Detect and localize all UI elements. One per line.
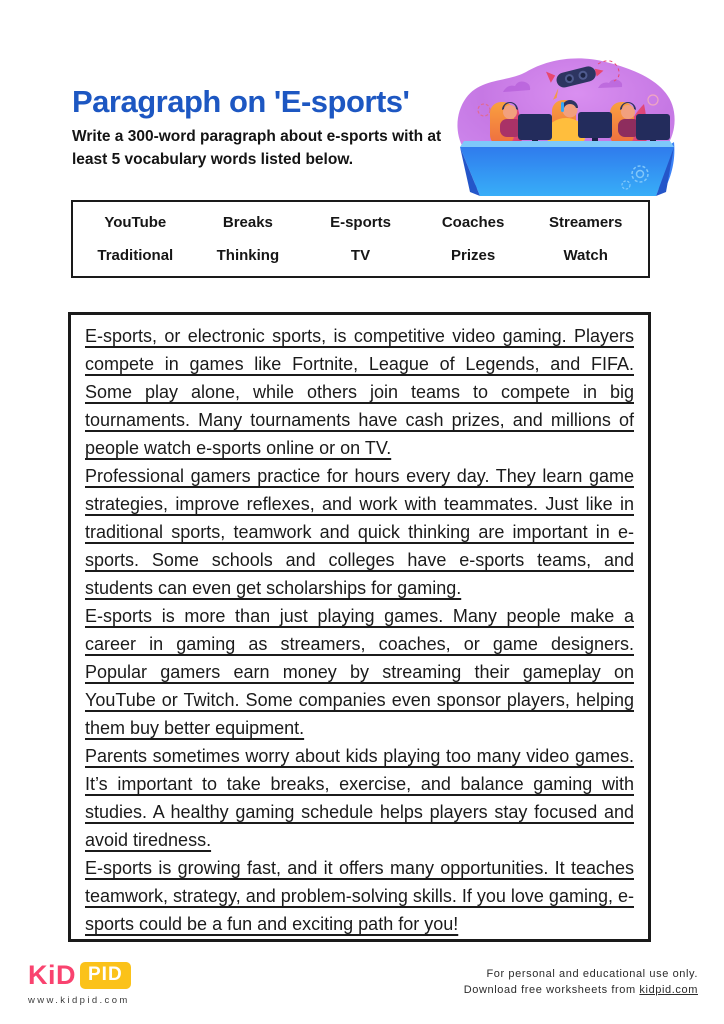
essay-paragraph: Professional gamers practice for hours every day. They learn game strategies, improve reflexes, and work with teammates. Just like in traditional sports, teamwork and quick thinking are important in e-sports. Some schools and colleges have e-sports teams, and students can even get scholarships for gaming. bbox=[85, 466, 634, 598]
vocab-word: Traditional bbox=[97, 247, 174, 264]
vocab-word: Streamers bbox=[548, 214, 623, 231]
footer-note-line2 bbox=[464, 982, 698, 998]
page-title: Paragraph on 'E-sports' bbox=[72, 84, 410, 119]
vocab-word: Watch bbox=[563, 247, 608, 264]
logo-pid-badge: PID bbox=[80, 962, 131, 989]
esports-illustration-svg bbox=[448, 50, 686, 200]
essay-box bbox=[68, 312, 651, 942]
footer-note bbox=[464, 966, 698, 998]
vocab-word: E-sports bbox=[330, 214, 391, 231]
vocab-word: Prizes bbox=[450, 247, 496, 264]
vocab-word: Coaches bbox=[441, 214, 505, 231]
gamers-at-computers-illustration bbox=[448, 50, 686, 200]
footer-note-line1: For personal and educational use only. bbox=[486, 968, 698, 980]
vocab-word: Thinking bbox=[216, 247, 280, 264]
desk-top bbox=[460, 141, 674, 147]
vocabulary-box bbox=[71, 200, 650, 278]
logo-kid-text: KiD bbox=[28, 960, 76, 990]
vocab-word: YouTube bbox=[104, 214, 167, 231]
essay-paragraph: E-sports is growing fast, and it offers many opportunities. It teaches teamwork, strategy, and problem-solving skills. If you love gaming, e-sports could be a fun and exciting path for you! bbox=[85, 858, 634, 934]
logo-website-text: www.kidpid.com bbox=[28, 995, 130, 1006]
essay-paragraph: E-sports, or electronic sports, is competitive video gaming. Players compete in games like Fortnite, League of Legends, and FIFA. Some play alone, while others join teams to compete in big tournaments. Many tournaments have cash prizes, and millions of people watch e-sports online or on TV. bbox=[85, 326, 634, 458]
essay-paragraph: E-sports is more than just playing games. Many people make a career in gaming as streamers, coaches, or game designers. Popular gamers earn money by streaming their gameplay on YouTube or Twitch. Some companies even sponsor players, helping them buy better equipment. bbox=[85, 606, 634, 738]
footer-note-line2-prefix: Download free worksheets from bbox=[463, 984, 640, 996]
kidpid-logo bbox=[28, 960, 131, 1006]
kidpid-link[interactable]: kidpid.com bbox=[639, 984, 698, 996]
essay-paragraph: Parents sometimes worry about kids playing too many video games. It’s important to take breaks, exercise, and balance gaming with studies. A healthy gaming schedule helps players stay focused and avoid tiredness. bbox=[85, 746, 634, 850]
instructions-text: Write a 300-word paragraph about e-sports with at least 5 vocabulary words listed below. bbox=[72, 128, 442, 168]
vocab-word: TV bbox=[350, 247, 371, 264]
vocab-word: Breaks bbox=[222, 214, 273, 231]
